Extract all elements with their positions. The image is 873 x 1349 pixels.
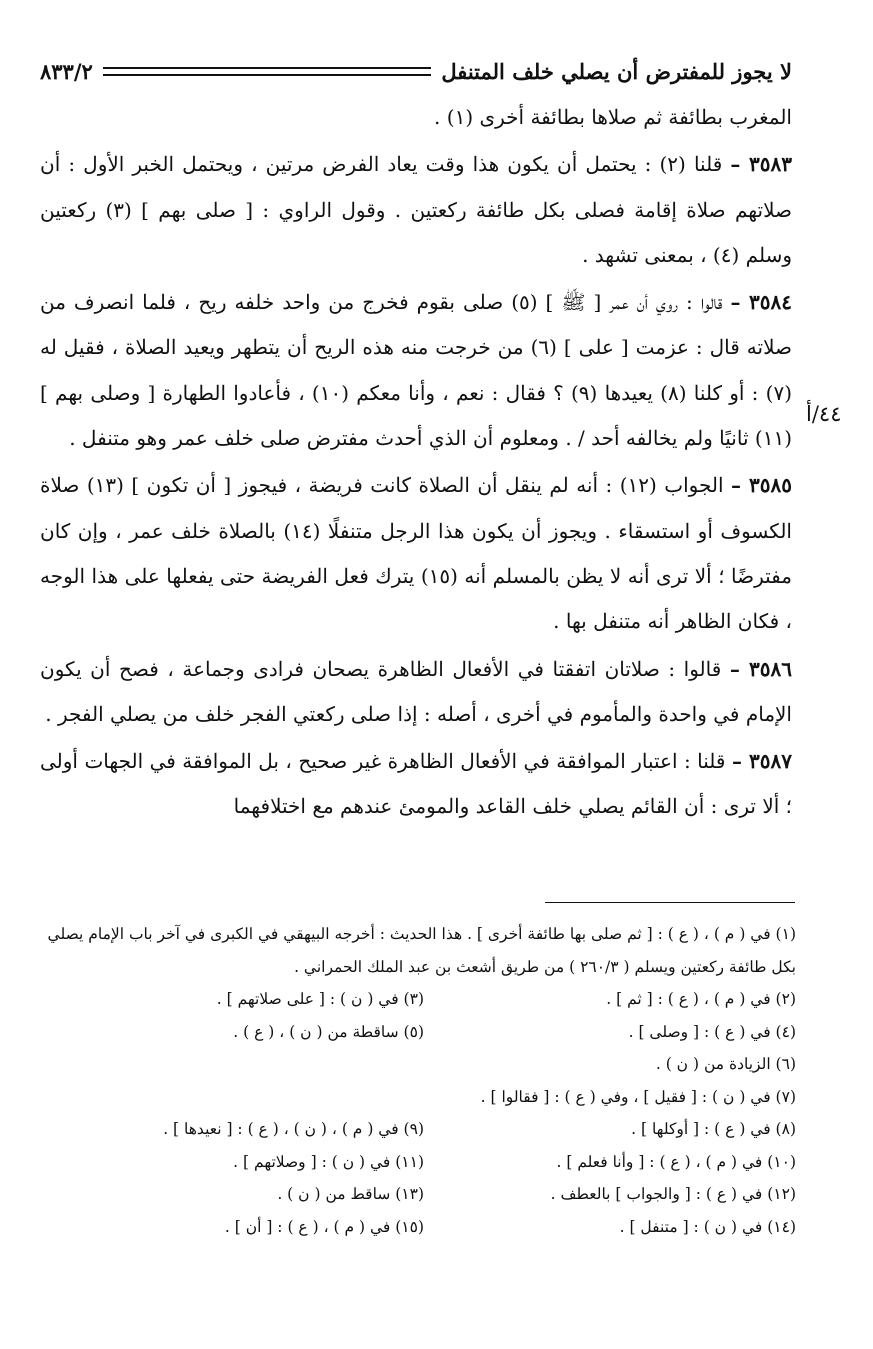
paragraph-text: قالوا : روي أن عمر [ ﷺ ] (٥) صلى بقوم فخرج من واحد خلفه ريح ، فلما انصرف من صلاته قال : عزمت [ على ] (٦) من خرجت منه هذه الريح أن يتطهر ويعيد الصلاة ، فقيل له (٧) : أو كلنا (٨) يعيدها (٩) ؟ فقال : نعم ، وأنا معكم (١٠) ، فأعادوا الطهارة [ وصلى بهم ] (١١) ثانيًا ولم يخالفه أحد / . ومعلوم أن الذي أحدث مفترض صلى خلف عمر وهو متنفل . (40, 290, 792, 451)
footnote-2: (٢) في ( م ) ، ( ع ) : [ ثم ] . (606, 990, 796, 1008)
footnote-12: (١٢) في ( ع ) : [ والجواب ] بالعطف . (550, 1185, 796, 1203)
paragraph-3585 (40, 463, 792, 644)
paragraph-text: قلنا : اعتبار الموافقة في الأفعال الظاهرة غير صحيح ، بل الموافقة في الجهات أولى ؛ ألا ترى : أن القائم يصلي خلف القاعد والمومئ عندهم مع اختلافهما (40, 749, 792, 819)
paragraph-number: ٣٥٨٥ – (730, 473, 792, 498)
footnote-5: (٥) ساقطة من ( ن ) ، ( ع ) . (233, 1022, 424, 1041)
footnote-6: (٦) الزيادة من ( ن ) . (655, 1055, 796, 1073)
footnote-4: (٤) في ( ع ) : [ وصلى ] . (628, 1022, 796, 1041)
paragraph-3584 (40, 280, 792, 461)
paragraph-number: ٣٥٨٧ – (731, 749, 792, 774)
footnote-14: (١٤) في ( ن ) : [ متنفل ] . (619, 1217, 796, 1236)
footnote-10: (١٠) في ( م ) ، ( ع ) : [ وأنا فعلم ] . (556, 1152, 796, 1171)
header-title: لا يجوز للمفترض أن يصلي خلف المتنفل (441, 58, 792, 84)
paragraph-text: قلنا (٢) : يحتمل أن يكون هذا وقت يعاد الفرض مرتين ، ويحتمل الخبر الأول : أن صلاتهم صلاة إقامة فصلى بكل طائفة ركعتين . وقول الراوي : [ صلى بهم ] (٣) ركعتين وسلم (٤) ، بمعنى تشهد . (40, 152, 792, 267)
footnote-row (40, 1178, 796, 1211)
footnote-9: (٩) في ( م ) ، ( ن ) ، ( ع ) : [ نعيدها ] . (163, 1120, 424, 1138)
footnote-row (40, 1016, 796, 1049)
page-number: ٨٣٣/٢ (40, 58, 93, 84)
paragraph-text: قالوا : صلاتان اتفقتا في الأفعال الظاهرة يصحان فرادى وجماعة ، فصح أن يكون الإمام في واحدة والمأموم في أخرى ، أصله : إذا صلى ركعتي الفجر خلف من يصلي الفجر . (40, 656, 792, 726)
footnote-7: (٧) في ( ن ) : [ فقيل ] ، وفي ( ع ) : [ فقالوا ] . (480, 1087, 796, 1106)
paragraph-text: المغرب بطائفة ثم صلاها بطائفة أخرى (١) . (434, 105, 792, 129)
header-rule (103, 67, 432, 76)
footnote-row (40, 983, 796, 1016)
paragraph-number: ٣٥٨٤ – (730, 290, 792, 315)
footnotes (40, 918, 796, 1243)
paragraph-number: ٣٥٨٣ – (730, 152, 793, 177)
footnote-11: (١١) في ( ن ) : [ وصلاتهم ] . (233, 1152, 424, 1171)
footnote-13: (١٣) ساقط من ( ن ) . (277, 1185, 424, 1203)
footnote-row (40, 1113, 796, 1146)
paragraph-3586 (40, 647, 792, 738)
paragraph-text: الجواب (١٢) : أنه لم ينقل أن الصلاة كانت فريضة ، فيجوز [ أن تكون ] (١٣) صلاة الكسوف أو استسقاء . ويجوز أن يكون هذا الرجل متنفلًا (١٤) بالصلاة خلف عمر ، وإن كان مفترضًا ؛ ألا ترى أنه لا يظن بالمسلم أنه (١٥) يترك فعل الفريضة حتى يفعلها على هذا الوجه ، فكان الظاهر أنه متنفل بها . (40, 473, 792, 634)
footnote-row (40, 1211, 796, 1244)
footnote-15: (١٥) في ( م ) ، ( ع ) : [ أن ] . (224, 1217, 424, 1236)
paragraph-3587 (40, 739, 792, 830)
paragraph-number: ٣٥٨٦ – (729, 656, 792, 681)
running-header (40, 52, 792, 90)
margin-folio-note: ٤٤/أ (806, 402, 842, 426)
paragraph-3583 (40, 142, 792, 278)
footnote-row (40, 1146, 796, 1179)
footnote-separator (545, 902, 795, 903)
footnote-3: (٣) في ( ن ) : [ على صلاتهم ] . (216, 990, 424, 1008)
footnote-8: (٨) في ( ع ) : [ أوكلها ] . (631, 1120, 796, 1138)
paragraph-continuation (40, 95, 792, 140)
main-text (40, 95, 792, 832)
footnote-1: (١) في ( م ) ، ( ع ) : [ ثم صلى بها طائفة أخرى ] . هذا الحديث : أخرجه البيهقي في الكبرى في آخر باب الإمام يصلي بكل طائفة ركعتين ويسلم ( ٢٦٠/٣ ) من طريق أشعث بن عبد الملك الحمراني . (47, 925, 796, 976)
